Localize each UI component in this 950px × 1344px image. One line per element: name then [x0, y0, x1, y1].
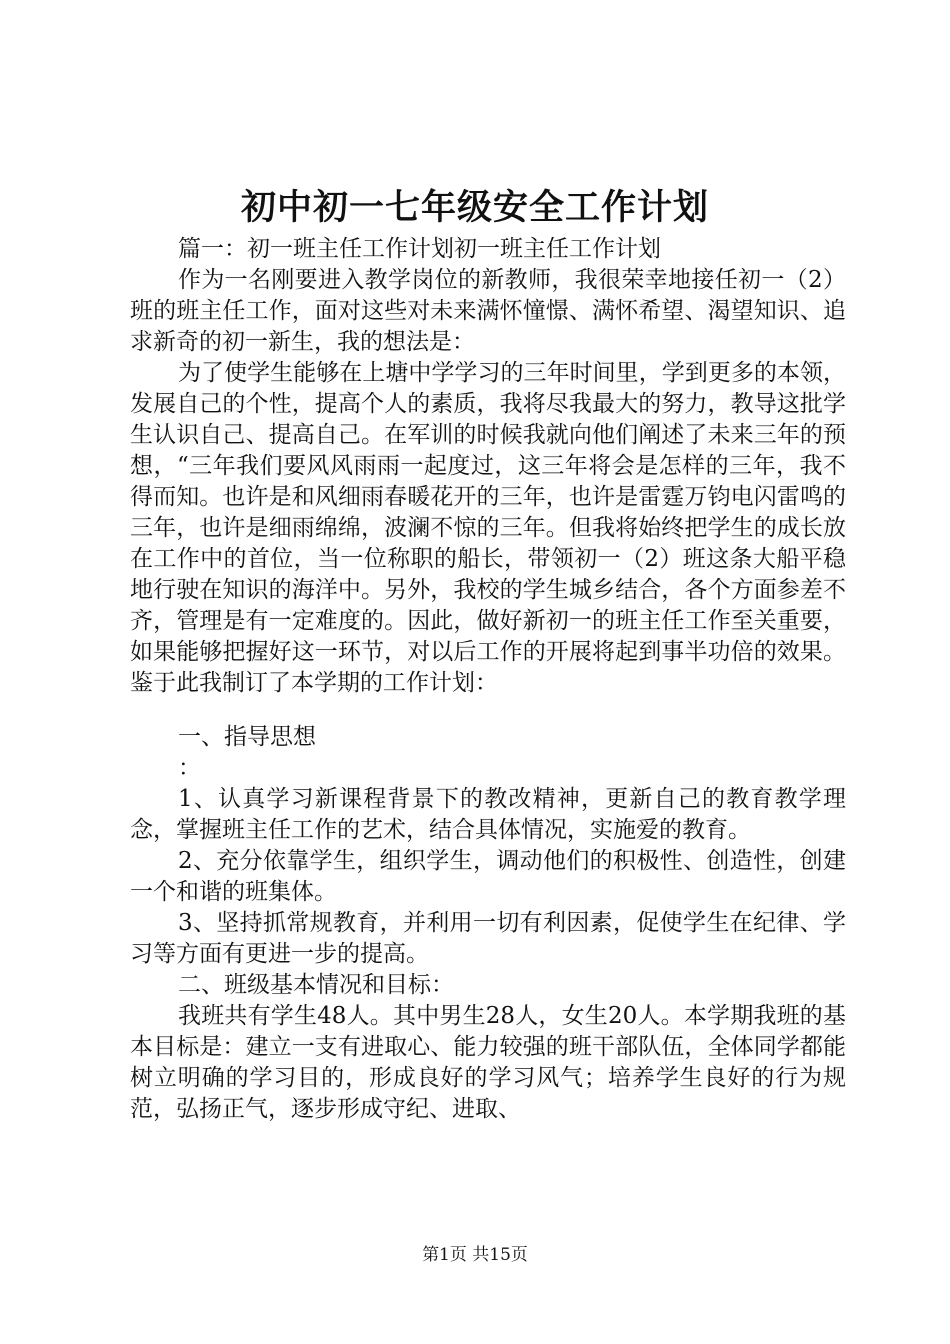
list-item-1: 1、认真学习新课程背景下的教改精神，更新自己的教育教学理念，掌握班主任工作的艺术，结合具体情况，实施爱的教育。 [130, 786, 846, 843]
paragraph-intro: 作为一名刚要进入教学岗位的新教师，我很荣幸地接任初一（2）班的班主任工作，面对这些对未来满怀憧憬、满怀希望、渴望知识、追求新奇的初一新生，我的想法是： [130, 267, 846, 355]
section-heading-guiding-thought: 一、指导思想 [178, 724, 316, 750]
document-title: 初中初一七年级安全工作计划 [240, 187, 709, 228]
paragraph-plan-body: 为了使学生能够在上塘中学学习的三年时间里，学到更多的本领，发展自己的个性，提高个人的素质，我将尽我最大的努力，教导这批学生认识自己、提高自己。在军训的时候我就向他们阐述了未来三年的预想，“三年我们要风风雨雨一起度过，这三年将会是怎样的三年，我不得而知。也许是和风细雨春暖花开的三年，也许是雷霆万钧电闪雷鸣的三年，也许是细雨绵绵，波澜不惊的三年。但我将始终把学生的成长放在工作中的首位，当一位称职的船长，带领初一（2）班这条大船平稳地行驶在知识的海洋中。另外，我校的学生城乡结合，各个方面参差不齐，管理是有一定难度的。因此，做好新初一的班主任工作至关重要，如果能够把握好这一环节，对以后工作的开展将起到事半功倍的效果。鉴于此我制订了本学期的工作计划： [130, 360, 846, 696]
paragraph-colon: ： [178, 755, 201, 781]
paragraph-class-info: 我班共有学生48人。其中男生28人，女生20人。本学期我班的基本目标是：建立一支有进取心、能力较强的班干部队伍，全体同学都能树立明确的学习目的，形成良好的学习风气；培养学生良好的行为规范，弘扬正气，逐步形成守纪、进取、 [130, 1003, 846, 1122]
list-item-3: 3、坚持抓常规教育，并利用一切有利因素，促使学生在纪律、学习等方面有更进一步的提高。 [130, 910, 846, 967]
document-body [130, 234, 846, 1125]
section-heading-class-info: 二、班级基本情况和目标： [178, 972, 454, 998]
paragraph-subtitle: 篇一：初一班主任工作计划初一班主任工作计划 [178, 236, 661, 262]
list-item-2: 2、充分依靠学生，组织学生，调动他们的积极性、创造性，创建一个和谐的班集体。 [130, 848, 846, 905]
page-number-footer: 第1页 共15页 [422, 1245, 528, 1265]
